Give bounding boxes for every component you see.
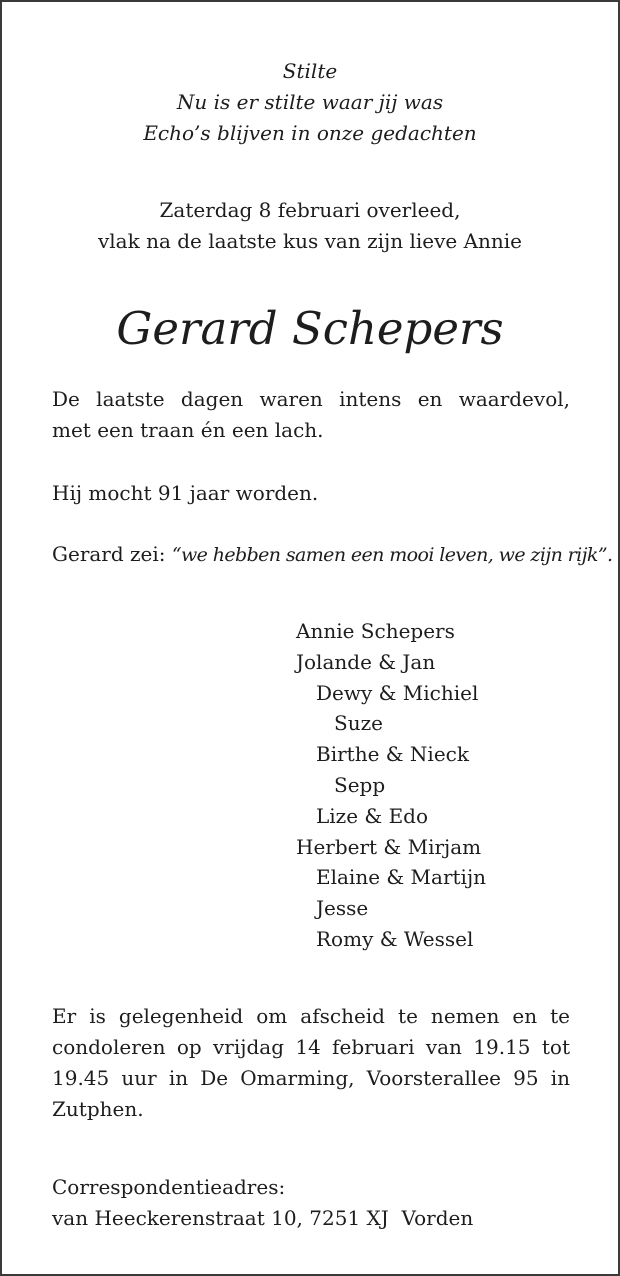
paragraph-line: met een traan én een lach. bbox=[52, 418, 324, 442]
paragraph-line: 19.45 uur in De Omarming, Voorsterallee 95 in bbox=[52, 1066, 570, 1090]
poem-line: Echo’s blijven in onze gedachten bbox=[143, 121, 477, 145]
family-member: Sepp bbox=[334, 772, 386, 797]
intro-paragraph bbox=[52, 384, 570, 446]
announcement-line: vlak na de laatste kus van zijn lieve Annie bbox=[97, 229, 523, 253]
family-member: Elaine & Martijn bbox=[316, 865, 487, 890]
quote-text: “we hebben samen een mooi leven, we zijn rijk”. bbox=[171, 544, 613, 566]
family-member: Lize & Edo bbox=[316, 803, 429, 828]
correspondence-block bbox=[52, 1172, 570, 1234]
paragraph-line: De laatste dagen waren intens en waardevol, bbox=[52, 387, 570, 411]
family-member: Birthe & Nieck bbox=[316, 742, 469, 767]
family-member: Jolande & Jan bbox=[296, 649, 436, 674]
family-member: Annie Schepers bbox=[296, 619, 455, 643]
correspondence-label: Correspondentieadres: bbox=[52, 1175, 286, 1199]
age-paragraph bbox=[52, 478, 570, 509]
announcement-line: Zaterdag 8 februari overleed, bbox=[159, 198, 461, 222]
paragraph-line: Er is gelegenheid om afscheid te nemen en te bbox=[52, 1004, 570, 1028]
paragraph-line: Hij mocht 91 jaar worden. bbox=[52, 481, 319, 505]
family-member: Jesse bbox=[316, 896, 369, 921]
family-member: Suze bbox=[334, 711, 383, 736]
quote-line bbox=[52, 539, 613, 571]
paragraph-line: Zutphen. bbox=[52, 1097, 144, 1121]
paragraph-line: condoleren op vrijdag 14 februari van 19.15 tot bbox=[52, 1035, 570, 1059]
poem-line: Nu is er stilte waar jij was bbox=[176, 90, 444, 114]
correspondence-address: van Heeckerenstraat 10, 7251 XJ Vorden bbox=[52, 1206, 474, 1230]
family-member: Romy & Wessel bbox=[316, 926, 474, 951]
deceased-name: Gerard Schepers bbox=[116, 302, 504, 355]
family-member: Herbert & Mirjam bbox=[296, 834, 482, 859]
family-list bbox=[296, 616, 486, 955]
quote-paragraph bbox=[52, 539, 613, 571]
family-member: Dewy & Michiel bbox=[316, 680, 479, 705]
quote-prefix: Gerard zei: bbox=[52, 542, 172, 566]
farewell-paragraph bbox=[52, 1001, 570, 1125]
poem-title: Stilte bbox=[282, 59, 338, 83]
